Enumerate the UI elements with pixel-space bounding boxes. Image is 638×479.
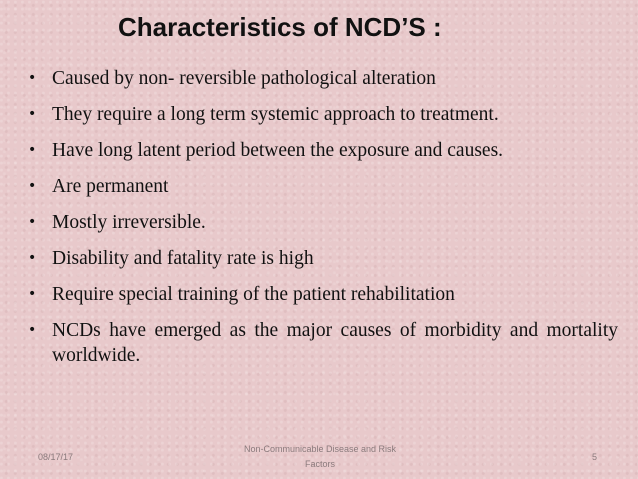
bullet-dot-icon: • bbox=[28, 250, 37, 266]
bullet-text: Caused by non- reversible pathological alteration bbox=[52, 68, 436, 89]
footer-title-line: Non-Communicable Disease and Risk bbox=[243, 444, 397, 454]
bullet-dot-icon: • bbox=[28, 322, 37, 338]
bullet-text: Require special training of the patient rehabilitation bbox=[52, 284, 455, 305]
bullet-item bbox=[28, 210, 618, 235]
bullet-item bbox=[28, 318, 618, 368]
footer-date: 08/17/17 bbox=[38, 452, 74, 462]
bullet-item bbox=[28, 138, 618, 163]
bullet-list bbox=[28, 66, 618, 379]
page-number: 5 bbox=[592, 452, 598, 462]
bullet-text: They require a long term systemic approach to treatment. bbox=[52, 104, 499, 125]
bullet-dot-icon: • bbox=[28, 106, 37, 122]
bullet-dot-icon: • bbox=[28, 286, 37, 302]
bullet-dot-icon: • bbox=[28, 214, 37, 230]
bullet-text: Have long latent period between the exposure and causes. bbox=[52, 140, 504, 161]
bullet-text: Disability and fatality rate is high bbox=[52, 248, 314, 269]
bullet-item bbox=[28, 174, 618, 199]
bullet-item bbox=[28, 66, 618, 91]
bullet-item bbox=[28, 102, 618, 127]
slide-title: Characteristics of NCD’S : bbox=[118, 12, 442, 42]
bullet-dot-icon: • bbox=[28, 70, 37, 86]
bullet-text: NCDs have emerged as the major causes of morbidity and mortality worldwide. bbox=[52, 320, 618, 366]
bullet-text: Mostly irreversible. bbox=[52, 212, 206, 233]
bullet-dot-icon: • bbox=[28, 178, 37, 194]
footer-title-line: Factors bbox=[304, 459, 335, 469]
bullet-dot-icon: • bbox=[28, 142, 37, 158]
bullet-text: Are permanent bbox=[52, 176, 169, 197]
footer-title bbox=[222, 442, 418, 472]
bullet-item bbox=[28, 246, 618, 271]
bullet-item bbox=[28, 282, 618, 307]
